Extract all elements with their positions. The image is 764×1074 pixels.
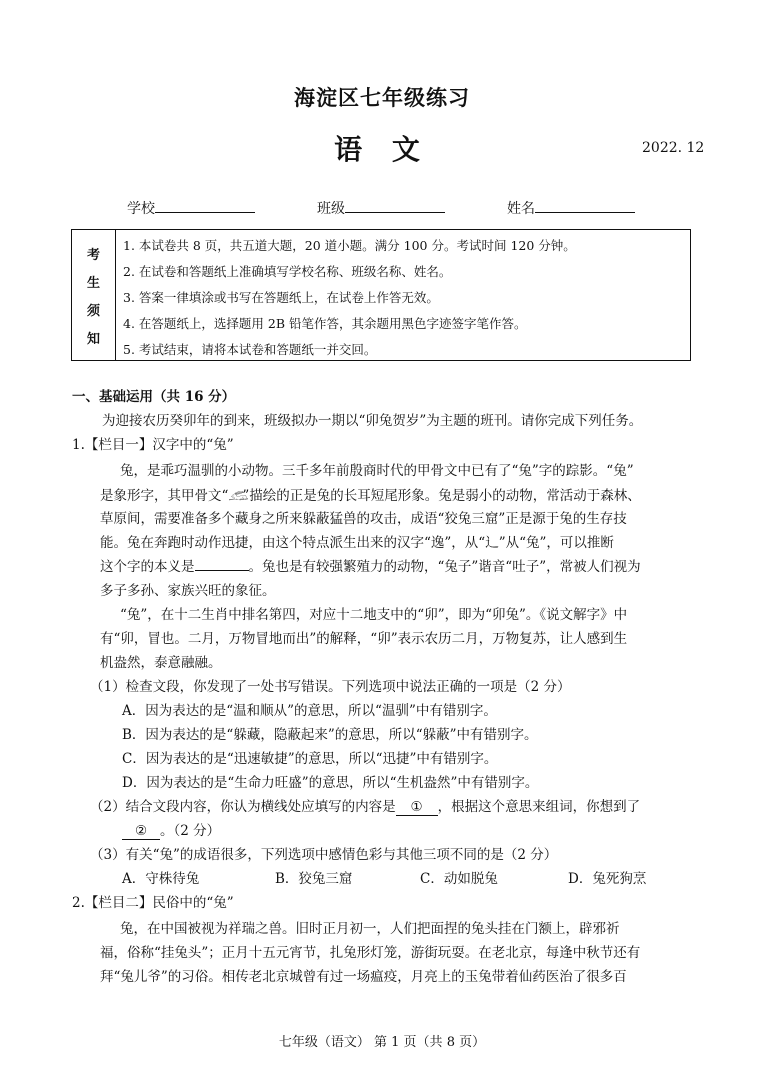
passage-line: 是象形字，其甲骨文“𓃹”描绘的正是兔的长耳短尾形象。兔是弱小的动物，常活动于森林、	[100, 483, 641, 505]
option: A．守株待兔	[122, 871, 200, 887]
notice-head-char: 知	[86, 331, 100, 347]
section-intro: 为迎接农历癸卯年的到来，班级拟办一期以“卯兔贺岁”为主题的班刊。请你完成下列任务。	[102, 413, 643, 429]
name-field	[507, 198, 635, 218]
passage-line: 能。兔在奔跑时动作迅捷，由这个特点派生出来的汉字“逸”，从“辶”从“兔”，可以推断	[100, 535, 614, 551]
passage-line: 机盎然，泰意融融。	[100, 655, 222, 671]
notice-item: 3. 答案一律填涂或书写在答题纸上，在试卷上作答无效。	[123, 290, 439, 305]
question-2-title: 2.【栏目二】民俗中的“兔”	[72, 895, 234, 911]
notice-item: 5. 考试结束，请将本试卷和答题纸一并交回。	[123, 342, 377, 357]
notice-item: 2. 在试卷和答题纸上准确填写学校名称、班级名称、姓名。	[123, 264, 452, 279]
option: B．因为表达的是“躲藏，隐蔽起来”的意思，所以“躲蔽”中有错别字。	[122, 727, 538, 743]
option: C．因为表达的是“迅速敏捷”的意思，所以“迅捷”中有错别字。	[122, 751, 498, 767]
sub-question-2-cont: ② 。（2 分）	[122, 819, 220, 840]
class-label: 班级	[317, 201, 345, 217]
answer-blank	[195, 556, 249, 571]
school-label: 学校	[127, 201, 155, 217]
sub-question-2: （2）结合文段内容，你认为横线处应填写的内容是 ① ，根据这个意思来组词，你想到了	[90, 799, 641, 815]
notice-item: 4. 在答题纸上，选择题用 2B 铅笔作答，其余题用黑色字迹签字笔作答。	[123, 316, 527, 331]
name-blank	[535, 198, 635, 213]
school-field	[127, 198, 255, 218]
option: B．狡兔三窟	[275, 871, 353, 887]
option: D．兔死狗烹	[568, 871, 647, 887]
passage-line: 多子多孙、家族兴旺的象征。	[100, 583, 276, 599]
sub-question-1: （1）检查文段，你发现了一处书写错误。下列选项中说法正确的一项是（2 分）	[90, 679, 571, 695]
notice-head-char: 考	[86, 247, 100, 263]
passage-line: 兔，在中国被视为祥瑞之兽。旧时正月初一，人们把面捏的兔头挂在门额上，辟邪祈	[120, 921, 620, 937]
passage-line: 这个字的本义是 。兔也是有较强繁殖力的动物，“兔子”谐音“吐子”，常被人们视为	[100, 555, 641, 575]
notice-heading	[72, 230, 116, 360]
answer-blank-1: ①	[396, 799, 438, 816]
question-1-title: 1.【栏目一】汉字中的“兔”	[72, 437, 234, 453]
option: A．因为表达的是“温和顺从”的意思，所以“温驯”中有错别字。	[122, 703, 497, 719]
passage-line: “兔”，在十二生肖中排名第四，对应十二地支中的“卯”，即为“卯兔”。《说文解字》中	[120, 607, 628, 623]
section-heading: 一、基础运用（共 16 分）	[72, 389, 236, 405]
page-footer: 七年级（语文） 第 1 页（共 8 页）	[278, 1035, 486, 1050]
class-field	[317, 198, 445, 218]
passage-line: 兔，是乖巧温驯的小动物。三千多年前殷商时代的甲骨文中已有了“兔”字的踪影。“兔”	[120, 463, 634, 479]
exam-date: 2022. 12	[642, 140, 705, 156]
passage-line: 拜“兔儿爷”的习俗。相传老北京城曾有过一场瘟疫，月亮上的玉兔带着仙药医治了很多百	[100, 969, 627, 985]
option: D．因为表达的是“生命力旺盛”的意思，所以“生机盎然”中有错别字。	[122, 775, 539, 791]
class-blank	[345, 198, 445, 213]
passage-line: 有“卯，冒也。二月，万物冒地而出”的解释，“卯”表示农历二月，万物复苏，让人感到生	[100, 631, 628, 647]
subject-title: 语 文	[334, 133, 430, 166]
exam-notice-box	[71, 229, 691, 361]
oracle-bone-rabbit-glyph: 𓃹	[228, 488, 249, 504]
notice-head-char: 生	[86, 275, 100, 291]
notice-item: 1. 本试卷共 8 页，共五道大题，20 道小题。满分 100 分。考试时间 120 分钟。	[123, 238, 576, 253]
answer-blank-2: ②	[122, 823, 160, 840]
name-label: 姓名	[507, 201, 535, 217]
passage-line: 草原间，需要准备多个藏身之所来躲蔽猛兽的攻击，成语“狡兔三窟”正是源于兔的生存技	[100, 511, 627, 527]
notice-head-char: 须	[86, 303, 100, 319]
option: C．动如脱兔	[420, 871, 498, 887]
school-blank	[155, 198, 255, 213]
exam-title: 海淀区七年级练习	[294, 85, 470, 110]
passage-line: 福，俗称“挂兔头”；正月十五元宵节，扎兔形灯笼，游街玩耍。在老北京，每逢中秋节还有	[100, 945, 641, 961]
sub-question-3: （3）有关“兔”的成语很多，下列选项中感情色彩与其他三项不同的是（2 分）	[90, 847, 558, 863]
